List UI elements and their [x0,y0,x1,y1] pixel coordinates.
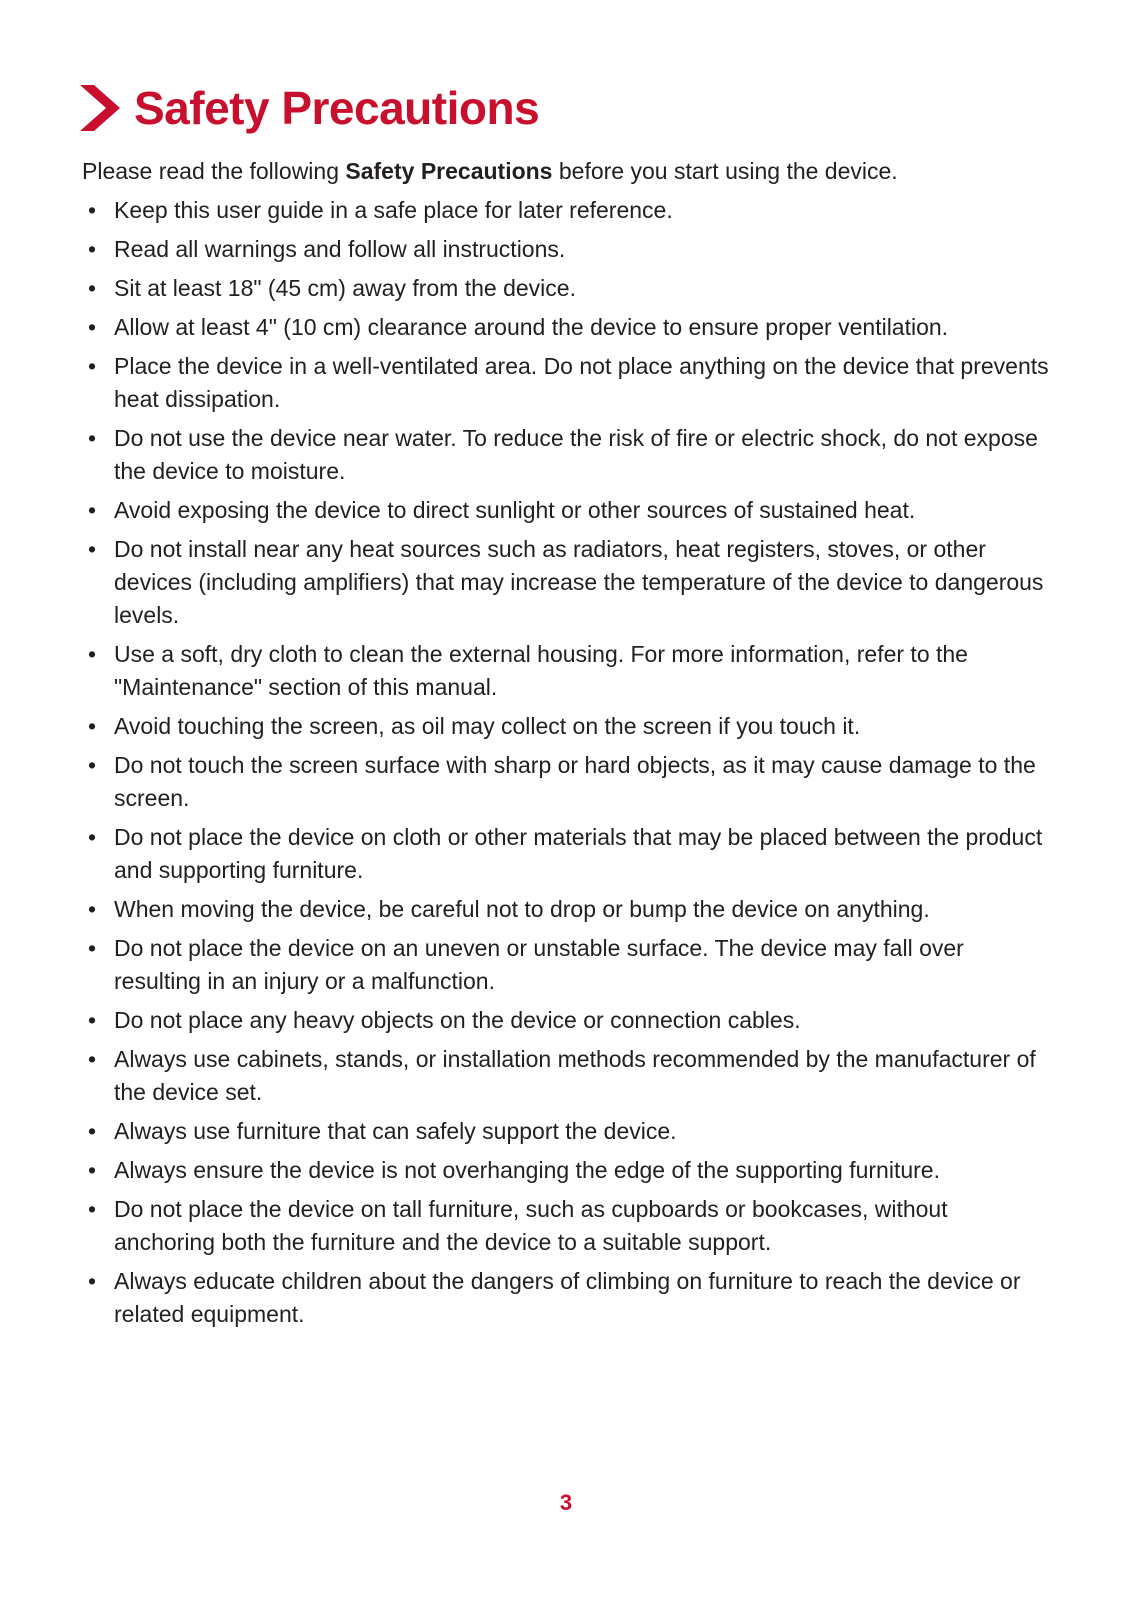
bullet-icon: • [88,275,97,301]
list-item-text: Allow at least 4" (10 cm) clearance around the device to ensure proper ventilation. [114,314,949,340]
list-item-text: Do not install near any heat sources such as radiators, heat registers, stoves, or other devices (including amplifiers) that may increase the temperature of the device to dangerous levels. [114,536,1044,628]
bullet-icon: • [88,1157,97,1183]
list-item [84,422,1054,488]
list-item-text: Always ensure the device is not overhanging the edge of the supporting furniture. [114,1157,940,1183]
bullet-icon: • [88,236,97,262]
bullet-icon: • [88,824,97,850]
bullet-icon: • [88,713,97,739]
list-item [84,194,1054,227]
bullet-icon: • [88,1118,97,1144]
list-item-text: Do not use the device near water. To reduce the risk of fire or electric shock, do not expose the device to moisture. [114,425,1038,484]
list-item [84,1193,1054,1259]
bullet-icon: • [88,641,97,667]
list-item [84,1043,1054,1109]
bullet-icon: • [88,536,97,562]
page-title: Safety Precautions [134,82,540,134]
list-item [84,233,1054,266]
bullet-icon: • [88,1196,97,1222]
list-item [84,1265,1054,1331]
chevron-right-icon [80,85,120,131]
list-item [84,311,1054,344]
list-item [84,1154,1054,1187]
list-item [84,272,1054,305]
list-item [84,1004,1054,1037]
bullet-icon: • [88,752,97,778]
list-item-text: Sit at least 18" (45 cm) away from the device. [114,275,576,301]
list-item [84,893,1054,926]
list-item-text: Keep this user guide in a safe place for later reference. [114,197,673,223]
bullet-icon: • [88,896,97,922]
list-item-text: When moving the device, be careful not to drop or bump the device on anything. [114,896,930,922]
list-item-text: Avoid touching the screen, as oil may collect on the screen if you touch it. [114,713,861,739]
intro-text-before: Please read the following [82,158,346,184]
bullet-icon: • [88,1268,97,1294]
bullet-icon: • [88,935,97,961]
bullet-icon: • [88,314,97,340]
bullet-icon: • [88,425,97,451]
list-item-text: Always use furniture that can safely support the device. [114,1118,677,1144]
list-item-text: Do not place the device on an uneven or unstable surface. The device may fall over resulting in an injury or a malfunction. [114,935,964,994]
section-heading [80,78,539,138]
intro-text-bold: Safety Precautions [345,158,553,184]
list-item-text: Use a soft, dry cloth to clean the external housing. For more information, refer to the "Maintenance" section of this manual. [114,641,968,700]
list-item-text: Do not touch the screen surface with sharp or hard objects, as it may cause damage to the screen. [114,752,1036,811]
list-item [84,638,1054,704]
bullet-icon: • [88,497,97,523]
bullet-icon: • [88,1046,97,1072]
list-item [84,710,1054,743]
intro-text-after: before you start using the device. [552,158,898,184]
list-item-text: Always educate children about the dangers of climbing on furniture to reach the device or related equipment. [114,1268,1021,1327]
list-item-text: Always use cabinets, stands, or installation methods recommended by the manufacturer of the device set. [114,1046,1036,1105]
list-item-text: Avoid exposing the device to direct sunlight or other sources of sustained heat. [114,497,916,523]
page-number: 3 [559,1490,573,1515]
list-item [84,932,1054,998]
list-item [84,494,1054,527]
list-item-text: Do not place the device on tall furniture, such as cupboards or bookcases, without anchoring both the furniture and the device to a suitable support. [114,1196,948,1255]
list-item [84,350,1054,416]
intro-paragraph [82,156,898,186]
list-item [84,821,1054,887]
list-item [84,533,1054,632]
list-item-text: Read all warnings and follow all instructions. [114,236,566,262]
list-item [84,1115,1054,1148]
bullet-icon: • [88,197,97,223]
list-item-text: Do not place the device on cloth or other materials that may be placed between the product and supporting furniture. [114,824,1043,883]
list-item-text: Do not place any heavy objects on the device or connection cables. [114,1007,801,1033]
list-item [84,749,1054,815]
list-item-text: Place the device in a well-ventilated area. Do not place anything on the device that prevents heat dissipation. [114,353,1049,412]
bullet-icon: • [88,353,97,379]
bullet-icon: • [88,1007,97,1033]
precautions-list [84,194,1054,1337]
